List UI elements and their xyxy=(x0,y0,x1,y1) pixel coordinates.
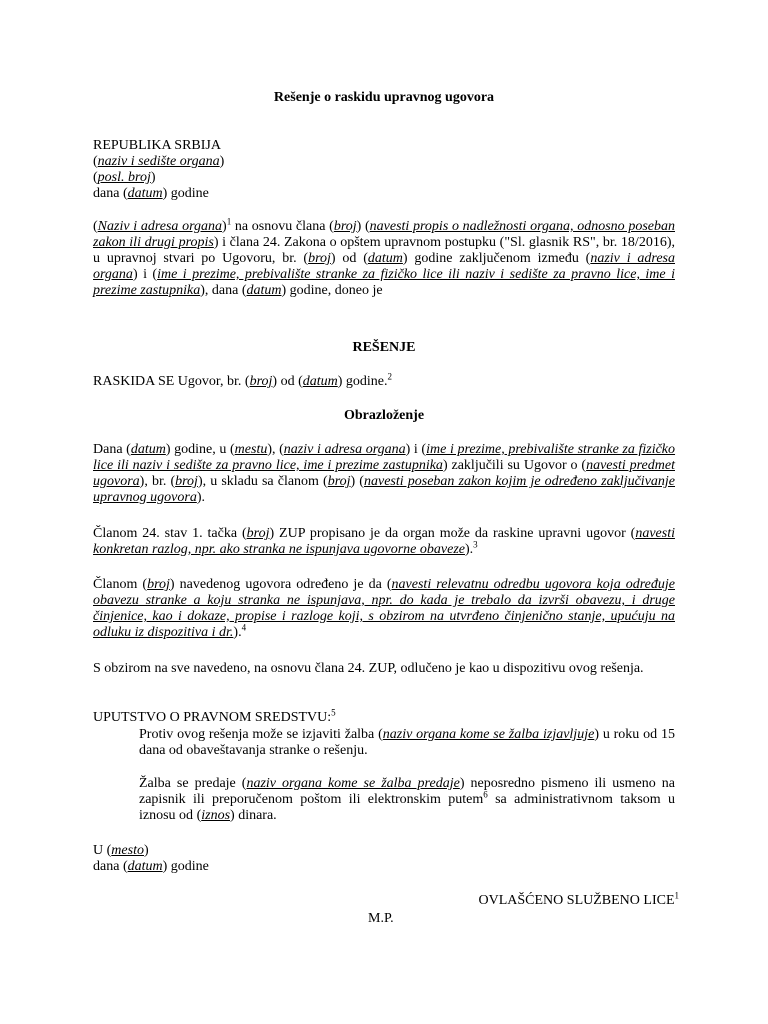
reason-placeholder: navesti konkretan razlog, npr. ako stranka ne ispunjava ugovorne obaveze xyxy=(93,526,675,557)
reasoning-paragraph-1: Dana (datum) godine, u (mestu), (naziv i adresa organa) i (ime i prezime, prebivalište stranke za fizičko lice ili naziv i sedište za pravno lice, ime i prezime zastupnika) zaključili su Ugovor o (navesti predmet ugovora), br. (broj), u skladu sa članom (broj) (navesti poseban zakon kojim je određeno zaključivanje upravnog ugovora). xyxy=(93,442,676,505)
body-text: Dana xyxy=(93,442,123,457)
organ-name-placeholder: Naziv i adresa organa xyxy=(97,219,223,234)
body-text: , br. xyxy=(144,474,167,489)
date-prefix: dana xyxy=(93,186,120,201)
body-text: Protiv ovog rešenja može se izjaviti žalba xyxy=(139,727,375,742)
body-text: ZUP propisano je da organ može da raskine upravni ugovor xyxy=(279,526,626,541)
footer-place-date xyxy=(93,843,393,875)
body-text: Članom xyxy=(93,577,138,592)
body-text: sa administrativnom taksom u iznosu od xyxy=(139,792,676,823)
place-prefix: U xyxy=(93,843,104,858)
date-suffix: godine xyxy=(170,859,209,874)
body-text: u roku od 15 dana od obaveštavanja stranke o rešenju. xyxy=(139,727,675,758)
footnote-ref: 5 xyxy=(331,707,336,718)
article-number-placeholder: broj xyxy=(333,219,357,234)
special-law-placeholder: navesti poseban zakon kojim je određeno zaključivanje upravnog ugovora xyxy=(93,474,676,505)
party-placeholder: ime i prezime, prebivalište stranke za fizičko lice ili naziv i sedište za pravno lice, ime i prezime zastupnika xyxy=(93,267,675,298)
date-placeholder: datum xyxy=(127,186,163,201)
place-placeholder: mesto xyxy=(111,843,144,858)
body-text: i xyxy=(413,442,418,457)
contract-subject-placeholder: navesti predmet ugovora xyxy=(93,458,675,489)
organ-placeholder: naziv i sedište organa xyxy=(97,154,220,169)
contract-provision-placeholder: navesti relevatnu odredbu ugovora koja određuje obavezu stranke a koju stranka ne ispunjava, npr. do kada je trebalo da izvrši obavezu, i druge činjenice, kao i dokaze, propise i razloge koji, s obzirom na utvrđeno činjenično stanje, upućuju na odluku iz dispozitiva i dr. xyxy=(93,577,675,640)
footer-date-line: dana (datum) godine xyxy=(93,859,209,874)
footnote-ref: 4 xyxy=(241,622,247,633)
appeal-organ-placeholder: naziv organa kome se žalba predaje xyxy=(246,776,460,791)
footnote-ref: 6 xyxy=(483,789,488,800)
regulation-placeholder: navesti propis o nadležnosti organa, odnosno poseban zakon ili drugi propis xyxy=(93,219,675,250)
intro-text: , dana xyxy=(204,283,239,298)
body-text: . xyxy=(469,542,474,557)
intro-text: od xyxy=(342,251,357,266)
intro-text: na osnovu člana xyxy=(234,219,326,234)
party-placeholder: ime i prezime, prebivalište stranke za fizičko lice ili naziv i sedište za pravno lice, ime i prezime zastupnika xyxy=(93,442,676,473)
body-text: . xyxy=(201,490,205,505)
header-date-line: dana (datum) godine xyxy=(93,186,209,201)
appeal-organ-placeholder: naziv organa kome se žalba izjavljuje xyxy=(382,727,595,742)
stamp-label: M.P. xyxy=(368,911,394,926)
intro-text: godine zaključenom između xyxy=(414,251,579,266)
number-placeholder: broj xyxy=(246,526,270,541)
footnote-ref: 2 xyxy=(387,371,393,382)
official-signature xyxy=(478,890,680,909)
number-placeholder: broj xyxy=(147,577,170,592)
contract-number-placeholder: broj xyxy=(249,374,273,389)
place-placeholder: mestu xyxy=(234,442,268,457)
number-placeholder: broj xyxy=(327,474,351,489)
reasoning-paragraph-3: Članom (broj) navedenog ugovora određeno je da (navesti relevatnu odredbu ugovora koja određuje obavezu stranke a koju stranka ne ispunjava, npr. do kada je trebalo da izvrši obavezu, i druge činjenice, kao i dokaze, propise i razloge koji, s obzirom na utvrđeno činjenično stanje, upućuju na odluku iz dispozitiva i dr.).$^4$ xyxy=(93,577,675,640)
body-text: , u skladu sa članom xyxy=(202,474,319,489)
legal-remedy-title: UPUTSTVO O PRAVNOM SREDSTVU: xyxy=(93,710,332,725)
body-text: neposredno pismeno ili usmeno na zapisnik ili preporučenom poštom ili elektronskim putem xyxy=(139,776,675,807)
intro-text: i člana 24. Zakona o opštem upravnom postupku ("Sl. glasnik RS", br. 18/2016), u upravnoj stvari po Ugovoru, br. xyxy=(93,235,675,266)
place-line: U (mesto) xyxy=(93,843,149,858)
amount-placeholder: iznos xyxy=(201,808,231,823)
footnote-ref: 3 xyxy=(473,539,478,550)
body-text: godine, u xyxy=(174,442,227,457)
body-text: zaključili su Ugovor o xyxy=(451,458,578,473)
body-text: navedenog ugovora određeno je da xyxy=(179,577,382,592)
organ-line: (naziv i sedište organa) xyxy=(93,154,225,169)
date-suffix: godine xyxy=(170,186,209,201)
decision-paragraph: RASKIDA SE Ugovor, br. (broj) od (datum) godine.$^2$ xyxy=(93,371,393,389)
date-prefix: dana xyxy=(93,859,120,874)
date-placeholder: datum xyxy=(127,859,163,874)
footnote-ref: 1 xyxy=(674,890,679,901)
legal-remedy-paragraph-2: Žalba se predaje (naziv organa kome se žalba predaje) neposredno pismeno ili usmeno na zapisnik ili preporučenom poštom ili elektronskim putem$^6$ sa administrativnom taksom u iznosu od (iznos) dinara. xyxy=(139,776,676,823)
body-text: Žalba se predaje xyxy=(139,776,236,791)
decision-text: od xyxy=(280,374,295,389)
organ-name-placeholder: naziv i adresa organa xyxy=(93,251,675,282)
official-title: OVLAŠĆENO SLUŽBENO LICE xyxy=(478,893,675,908)
body-text: . xyxy=(238,625,242,640)
number-placeholder: broj xyxy=(175,474,198,489)
reasoning-paragraph-4: S obzirom na sve navedeno, na osnovu člana 24. ZUP, odlučeno je kao u dispozitivu ovog rešenja. xyxy=(93,661,644,676)
decision-text: godine. xyxy=(345,374,388,389)
ref-number-placeholder: posl. broj xyxy=(97,170,151,185)
footnote-ref: 1 xyxy=(226,216,232,227)
intro-paragraph: (Naziv i adresa organa)$^1$ na osnovu člana (broj) (navesti propis o nadležnosti organa, odnosno poseban zakon ili drugi propis) i člana 24. Zakona o opštem upravnom postupku ("Sl. glasnik RS", br. 18/2016), u upravnoj stvari po Ugovoru, br. (broj) od (datum) godine zaključenom između (naziv i adresa organa) i (ime i prezime, prebivalište stranke za fizičko lice ili naziv i sedište za pravno lice, ime i prezime zastupnika), dana (datum) godine, doneo je xyxy=(93,216,675,298)
decision-text: RASKIDA SE Ugovor, br. xyxy=(93,374,242,389)
document-title: Rešenje o raskidu upravnog ugovora xyxy=(273,90,495,105)
contract-number-placeholder: broj xyxy=(308,251,331,266)
intro-text: i xyxy=(143,267,147,282)
date-placeholder: datum xyxy=(130,442,166,457)
date-placeholder: datum xyxy=(302,374,338,389)
legal-remedy-heading xyxy=(93,707,675,726)
decision-heading: REŠENJE xyxy=(352,340,416,355)
body-text: Članom 24. stav 1. tačka xyxy=(93,526,238,541)
body-text: dinara. xyxy=(238,808,277,823)
intro-text: godine, doneo je xyxy=(289,283,383,298)
header-block xyxy=(93,138,675,202)
organ-name-placeholder: naziv i adresa organa xyxy=(283,442,406,457)
date-placeholder: datum xyxy=(246,283,282,298)
reasoning-paragraph-2: Članom 24. stav 1. tačka (broj) ZUP propisano je da organ može da raskine upravni ugovor (navesti konkretan razlog, npr. ako stranka ne ispunjava ugovorne obaveze).$^3$ xyxy=(93,526,675,557)
ref-number-line: (posl. broj) xyxy=(93,170,156,185)
date-placeholder: datum xyxy=(367,251,403,266)
reasoning-heading: Obrazloženje xyxy=(343,408,425,423)
state-name: REPUBLIKA SRBIJA xyxy=(93,138,221,153)
legal-remedy-paragraph-1: Protiv ovog rešenja može se izjaviti žalba (naziv organa kome se žalba izjavljuje) u roku od 15 dana od obaveštavanja stranke o rešenju. xyxy=(139,727,675,758)
